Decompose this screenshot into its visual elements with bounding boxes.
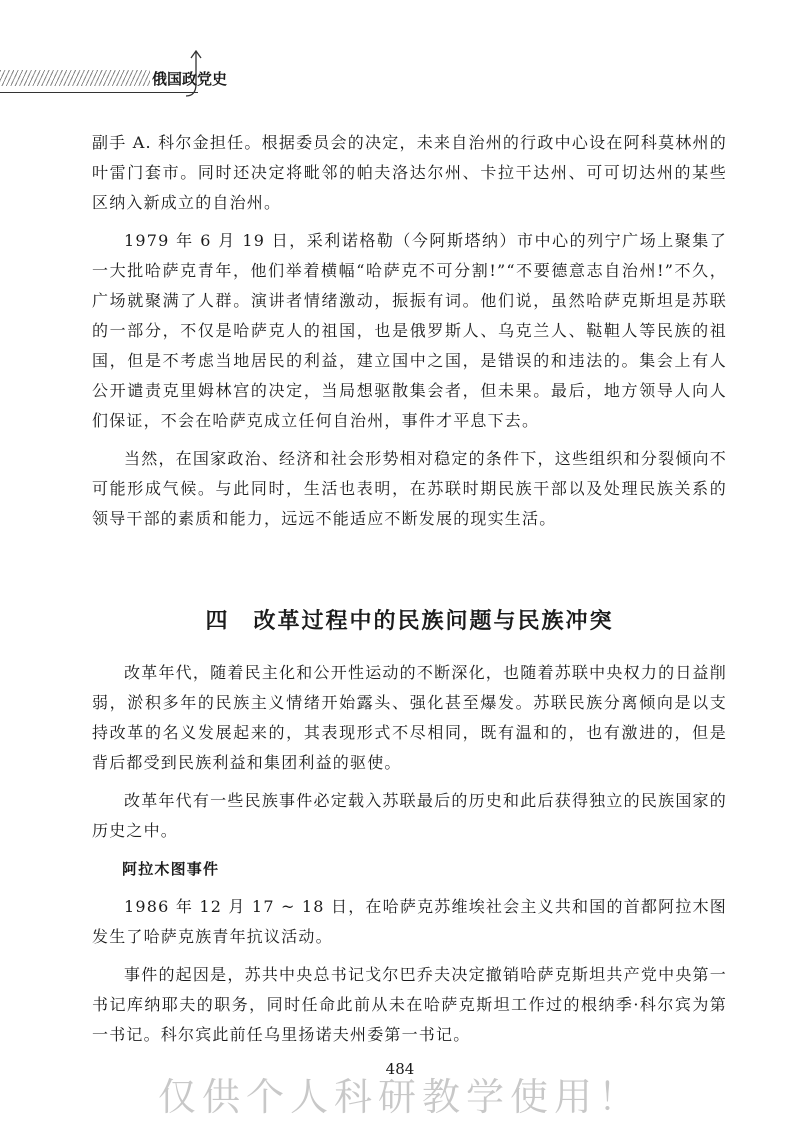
paragraph: 1986 年 12 月 17 ~ 18 日，在哈萨克苏维埃社会主义共和国的首都阿拉木图发生了哈萨克族青年抗议活动。 [92, 897, 727, 946]
subheading: 阿拉木图事件 [122, 860, 220, 878]
header-hatch-decoration [0, 70, 150, 86]
header-arrow-icon [184, 48, 204, 98]
running-header-title: 俄国政党史 [152, 70, 228, 88]
paragraph-continuation: 副手 A. 科尔金担任。根据委员会的决定，未来自治州的行政中心设在阿科莫林州的叶雷门套市。同时还决定将毗邻的帕夫洛达尔州、卡拉干达州、可可切达州的某些区纳入新成立的自治州。 [92, 133, 727, 212]
paragraph: 改革年代有一些民族事件必定载入苏联最后的历史和此后获得独立的民族国家的历史之中。 [92, 791, 727, 840]
paragraph: 事件的起因是，苏共中央总书记戈尔巴乔夫决定撤销哈萨克斯坦共产党中央第一书记库纳耶夫的职务，同时任命此前从未在哈萨克斯坦工作过的根纳季·科尔宾为第一书记。科尔宾此前任乌里扬诺夫州委第一书记。 [92, 965, 727, 1044]
section-text-block [92, 658, 727, 1058]
page-number: 484 [385, 1060, 415, 1078]
paragraph: 当然，在国家政治、经济和社会形势相对稳定的条件下，这些组织和分裂倾向不可能形成气候。与此同时，生活也表明，在苏联时期民族干部以及处理民族关系的领导干部的素质和能力，远远不能适应不断发展的现实生活。 [92, 449, 727, 528]
section-heading: 四 改革过程中的民族问题与民族冲突 [205, 609, 614, 634]
paragraph: 1979 年 6 月 19 日，采利诺格勒（今阿斯塔纳）市中心的列宁广场上聚集了一大批哈萨克青年，他们举着横幅“哈萨克不可分割!”“不要德意志自治州!”不久，广场就聚满了人群。演讲者情绪激动，振振有词。他们说，虽然哈萨克斯坦是苏联的一部分，不仅是哈萨克人的祖国，也是俄罗斯人、乌克兰人、鞑靼人等民族的祖国，但是不考虑当地居民的利益，建立国中之国，是错误的和违法的。集会上有人公开谴责克里姆林宫的决定，当局想驱散集会者，但未果。最后，地方领导人向人们保证，不会在哈萨克成立任何自治州，事件才平息下去。 [92, 231, 727, 430]
paragraph: 改革年代，随着民主化和公开性运动的不断深化，也随着苏联中央权力的日益削弱，淤积多年的民族主义情绪开始露头、强化甚至爆发。苏联民族分离倾向是以支持改革的名义发展起来的，其表现形式不尽相同，既有温和的，也有激进的，但是背后都受到民族利益和集团利益的驱使。 [92, 663, 727, 772]
watermark: 仅供个人科研教学使用！ [157, 1075, 642, 1119]
top-text-block [92, 128, 727, 542]
header-rule [0, 92, 198, 93]
